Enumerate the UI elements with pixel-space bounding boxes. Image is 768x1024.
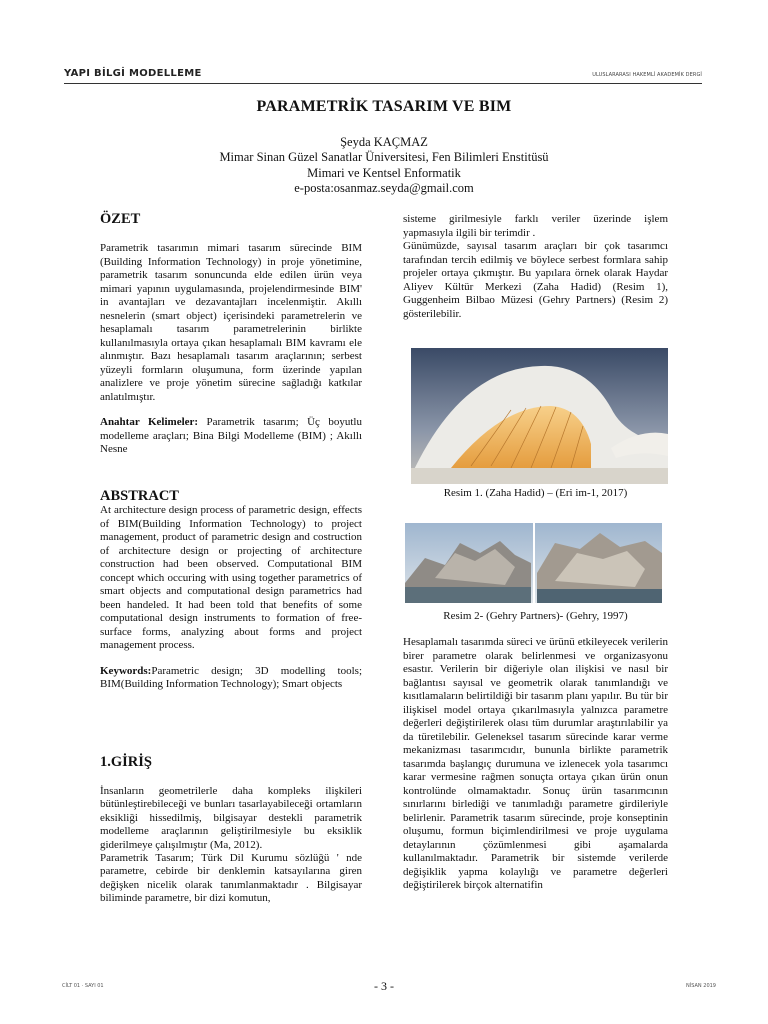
right-paragraph-1: sisteme girilmesiyle farklı veriler üzerinde işlem yapmasıyla ilgili bir terimdir . (403, 213, 668, 239)
header-rule (64, 83, 702, 84)
gehry-partners-photo (405, 523, 662, 603)
ozet-keywords (100, 416, 362, 457)
abstract-heading: ABSTRACT (100, 488, 179, 504)
zaha-hadid-photo (411, 348, 668, 484)
right-column-intro (403, 213, 668, 321)
ozet-body: Parametrik tasarımın mimari tasarım sürecinde BIM (Building Information Technology) in proje yönetimine, parametrik tasarım sonuncunda elde edilen ürün veya mimari yapının uygulamasında, projelendirmesinde BIM' in avantajları ve dezavantajları incelenmiştir. Akıllı nesnelerin (smart object) içerisindeki parametrelerin ve hesaplamalı tasarım parametrelerinin birlikte kullanılmasıyla ortaya çıkan hesaplamalı BIM kavramı ele alınmıştır. Bazı hesaplamalı tasarım araçlarının; serbest yüzeyli formların oluşumuna, form üzerinde yapılan analizlere ve proje yönetim sürecine sağladığı katkılar anlatılmıştır. (100, 242, 362, 403)
page-number: - 3 - (374, 979, 394, 993)
abstract-keywords (100, 665, 362, 692)
abstract-keywords-text: Parametric design; 3D modelling tools; BIM(Building Information Technology); Smart objects (100, 664, 362, 690)
paper-title: PARAMETRİK TASARIM VE BIM (256, 98, 512, 115)
author-name: Şeyda KAÇMAZ (340, 135, 428, 149)
ozet-section (100, 242, 362, 457)
journal-subtitle: ULUSLARARASI HAKEMLİ AKADEMİK DERGİ (592, 72, 702, 78)
abstract-keywords-label: Keywords: (100, 664, 152, 677)
author-department: Mimari ve Kentsel Enformatik (307, 165, 461, 180)
author-block (0, 135, 768, 197)
journal-name: YAPI BİLGİ MODELLEME (64, 68, 202, 79)
giris-paragraph-1: İnsanların geometrilerle daha kompleks ilişkileri bütünleştirebileceği ve bunları tasarlayabileceği ortamların eksikliği hissedilmiş, bilgisayar destekli parametrik modelleme araçlarının geliştirilmesiyle bu eksiklik giderilmeye çalışılmıştır (Ma, 2012). (100, 785, 362, 851)
giris-heading: 1.GİRİŞ (100, 754, 152, 770)
author-affiliation: Mimar Sinan Güzel Sanatlar Üniversitesi, Fen Bilimleri Enstitüsü (219, 150, 549, 165)
abstract-body: At architecture design process of parametric design, effects of BIM(Building Information Technology) to project management, product of parametric design and costruction of architecture design or projecting of architecture construction had been observed. Computational BIM concept which occuring with using together parametrics of smart objects and computational design parametrics had been handeled. It had been told that benefits of some computational design instruments to formation of free-surface forms, analyzing about forms and project management process. (100, 504, 362, 651)
abstract-section (100, 504, 362, 692)
ozet-keywords-label: Anahtar Kelimeler: (100, 416, 199, 428)
figure-1-caption: Resim 1. (Zaha Hadid) – (Eri im-1, 2017) (443, 487, 628, 499)
giris-section (100, 785, 362, 906)
footer-volume: CİLT 01 · SAYI 01 (62, 983, 104, 989)
figure-2-image (405, 523, 662, 603)
figure-1-image (411, 348, 668, 484)
ozet-keywords-text: Parametrik tasarım; Üç boyutlu modelleme araçları; Bina Bilgi Modelleme (BIM) ; Akıllı Nesne (100, 416, 362, 455)
author-email: e-posta:osanmaz.seyda@gmail.com (294, 181, 474, 196)
ozet-heading: ÖZET (100, 211, 141, 227)
figure-2-caption: Resim 2- (Gehry Partners)- (Gehry, 1997) (443, 610, 628, 622)
footer-date: NİSAN 2019 (686, 983, 716, 989)
giris-paragraph-2: Parametrik Tasarım; Türk Dil Kurumu sözlüğü ' nde parametre, cebirde bir denklemin katsayılarına giren değişken nicelik olarak tanımlanmaktadır . Bilgisayar biliminde parametre, bir dizi komutun, (100, 852, 362, 905)
right-column-body (403, 636, 668, 893)
right-paragraph-3: Hesaplamalı tasarımda süreci ve ürünü etkileyecek verilerin birer parametre olarak belirlenmesi ve organizasyonu esastır. Verilerin bir diğeriyle olan ilişkisi ve nasıl bir bağlantısı sayısal ve geometrik olarak tanımlandığı ve kısıtlamaların belirtildiği bir tasarım planı yapılır. Bu tür bir ilişkisel model ortaya çıkarılmasıyla yalnızca parametre değerleri değiştirilerek olası tüm durumlar araştırılabilir ya da türetilebilir. Geleneksel tasarım sürecinde karar verme mekanizması tasarımcıdır, bununla birlikte parametrik tasarımda başlangıç durumuna ve izlenecek yola tasarımcı karar vermesine rağmen sonuçta ortaya çıkan ürün onun kontrolünde olmamaktadır. Sonuç ürün tasarımcının sınırlarını birlediği ve tanımladığı parametre girdileriyle belirlenir. Parametrik tasarım sürecinde, proje konseptinin oluşumu, formun biçimlendirilmesi ve proje uygulama detaylarının çözümlenmesi gibi aşamalarda kullanılmaktadır. Parametrik bir sistemde verilerde değişiklik yapma kolaylığı ve parametre değerleri değiştirilerek birçok alternatifin (403, 636, 668, 891)
right-paragraph-2: Günümüzde, sayısal tasarım araçları bir çok tasarımcı tarafından tercih edilmiş ve böylece serbest formlara sahip projeler ortaya çıkmıştır. Bu yapılara örnek olarak Haydar Aliyev Kültür Merkezi (Zaha Hadid) (Resim 1), Guggenheim Bilbao Müzesi (Gehry Partners) (Resim 2) gösterilebilir. (403, 240, 668, 320)
